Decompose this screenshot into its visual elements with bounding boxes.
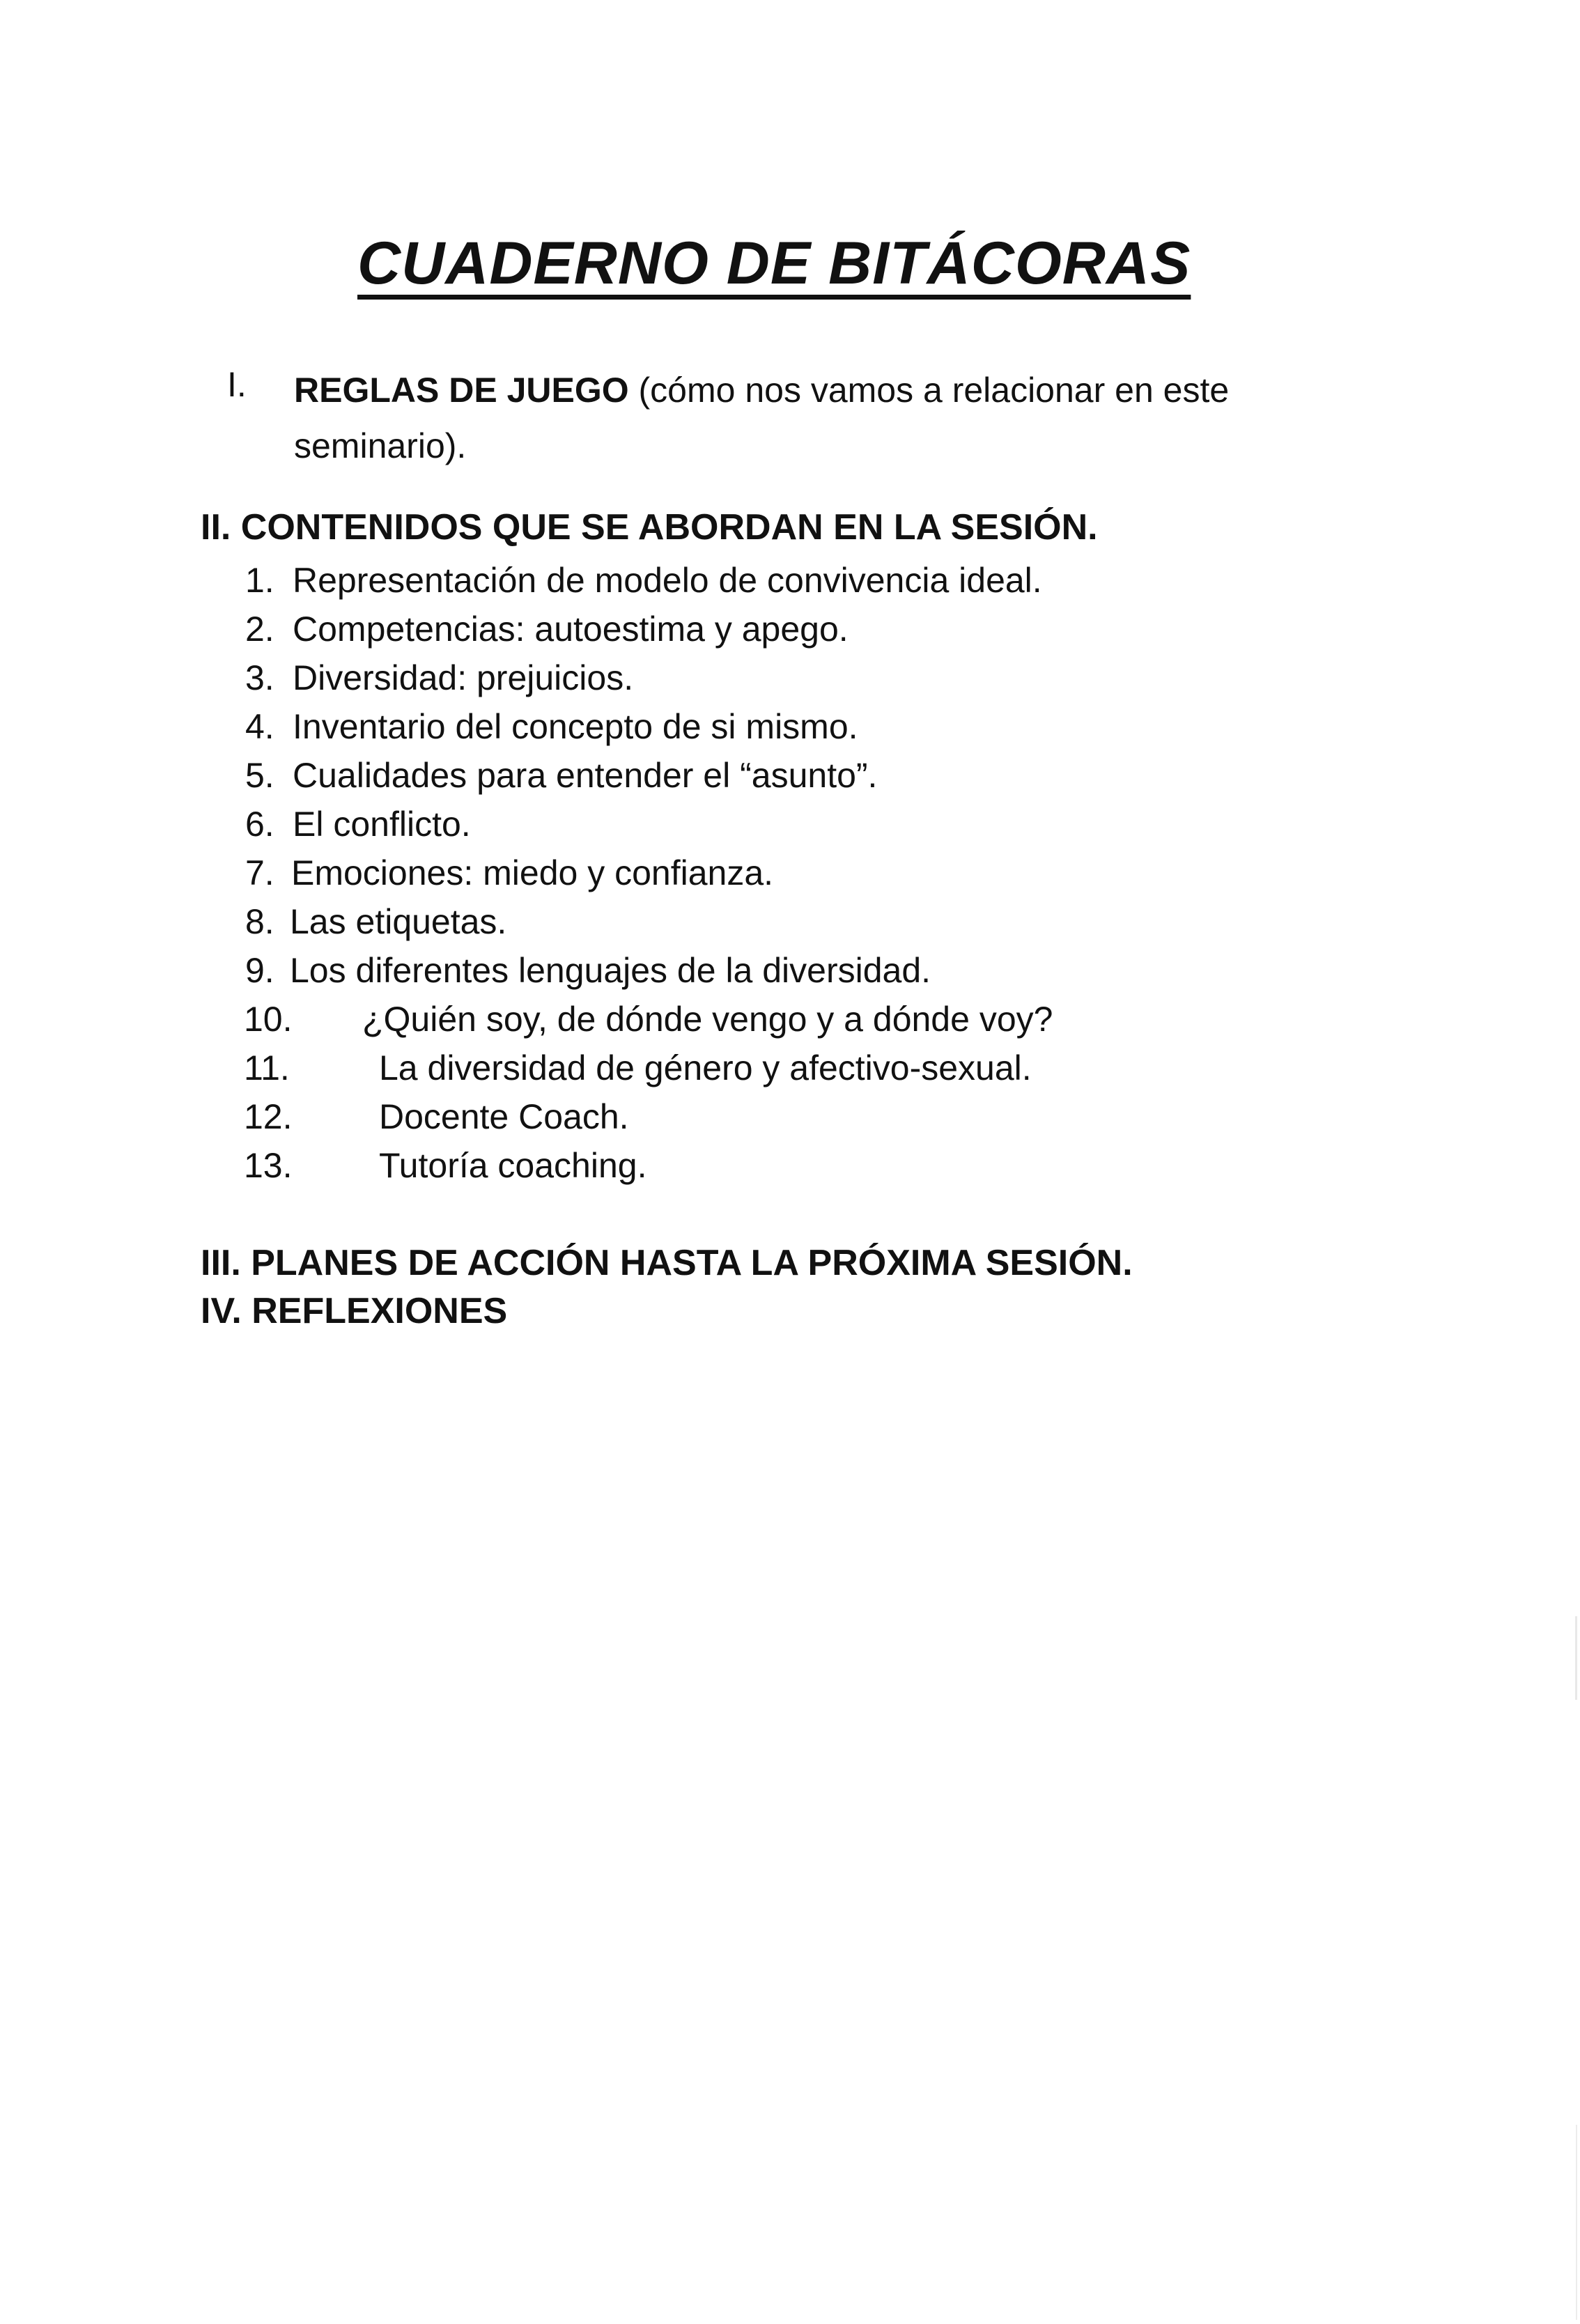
list-item-number: 10. (244, 1000, 293, 1039)
scan-edge-mark (1576, 2125, 1577, 2320)
list-item-number: 1. (245, 561, 274, 600)
list-item-number: 12. (244, 1097, 293, 1136)
list-item-text: Las etiquetas. (290, 902, 507, 941)
list-item-number: 6. (245, 805, 274, 844)
list-item-text: Cualidades para entender el “asunto”. (293, 756, 878, 795)
list-item-text: Representación de modelo de convivencia ideal. (293, 561, 1042, 600)
section-1-description: (cómo nos vamos a relacionar en este seminario). (294, 371, 1230, 465)
list-item-text: Inventario del concepto de si mismo. (293, 707, 858, 746)
list-item-text: Emociones: miedo y confianza. (291, 853, 774, 892)
list-item-text: Competencias: autoestima y apego. (293, 610, 849, 649)
list-item-number: 8. (245, 902, 274, 941)
list-item-number: 4. (245, 707, 274, 746)
list-item-text: Docente Coach. (379, 1097, 629, 1136)
list-item-number: 5. (245, 756, 274, 795)
list-item-text: El conflicto. (293, 805, 471, 844)
list-item-number: 9. (245, 951, 274, 990)
section-1-label: REGLAS DE JUEGO (294, 371, 629, 410)
section-1-number: I. (227, 365, 247, 404)
section-4-heading: IV. REFLEXIONES (201, 1291, 508, 1331)
list-item-number: 7. (245, 853, 274, 892)
list-item-number: 2. (245, 610, 274, 649)
document-title: CUADERNO DE BITÁCORAS (357, 230, 1191, 297)
section-2-heading: II. CONTENIDOS QUE SE ABORDAN EN LA SESIÓN. (201, 507, 1098, 548)
list-item-number: 13. (244, 1146, 293, 1185)
list-item-text: Tutoría coaching. (379, 1146, 647, 1185)
section-3-heading: III. PLANES DE ACCIÓN HASTA LA PRÓXIMA SESIÓN. (201, 1243, 1133, 1283)
section-1-text (294, 362, 1283, 474)
list-item-text: Diversidad: prejuicios. (293, 658, 634, 697)
list-item-text: La diversidad de género y afectivo-sexual. (379, 1048, 1032, 1087)
list-item-number: 11. (244, 1048, 290, 1087)
scan-edge-mark (1575, 1616, 1577, 1700)
list-item-text: Los diferentes lenguajes de la diversidad. (290, 951, 931, 990)
list-item-text: ¿Quién soy, de dónde vengo y a dónde voy? (362, 1000, 1053, 1039)
list-item-number: 3. (245, 658, 274, 697)
